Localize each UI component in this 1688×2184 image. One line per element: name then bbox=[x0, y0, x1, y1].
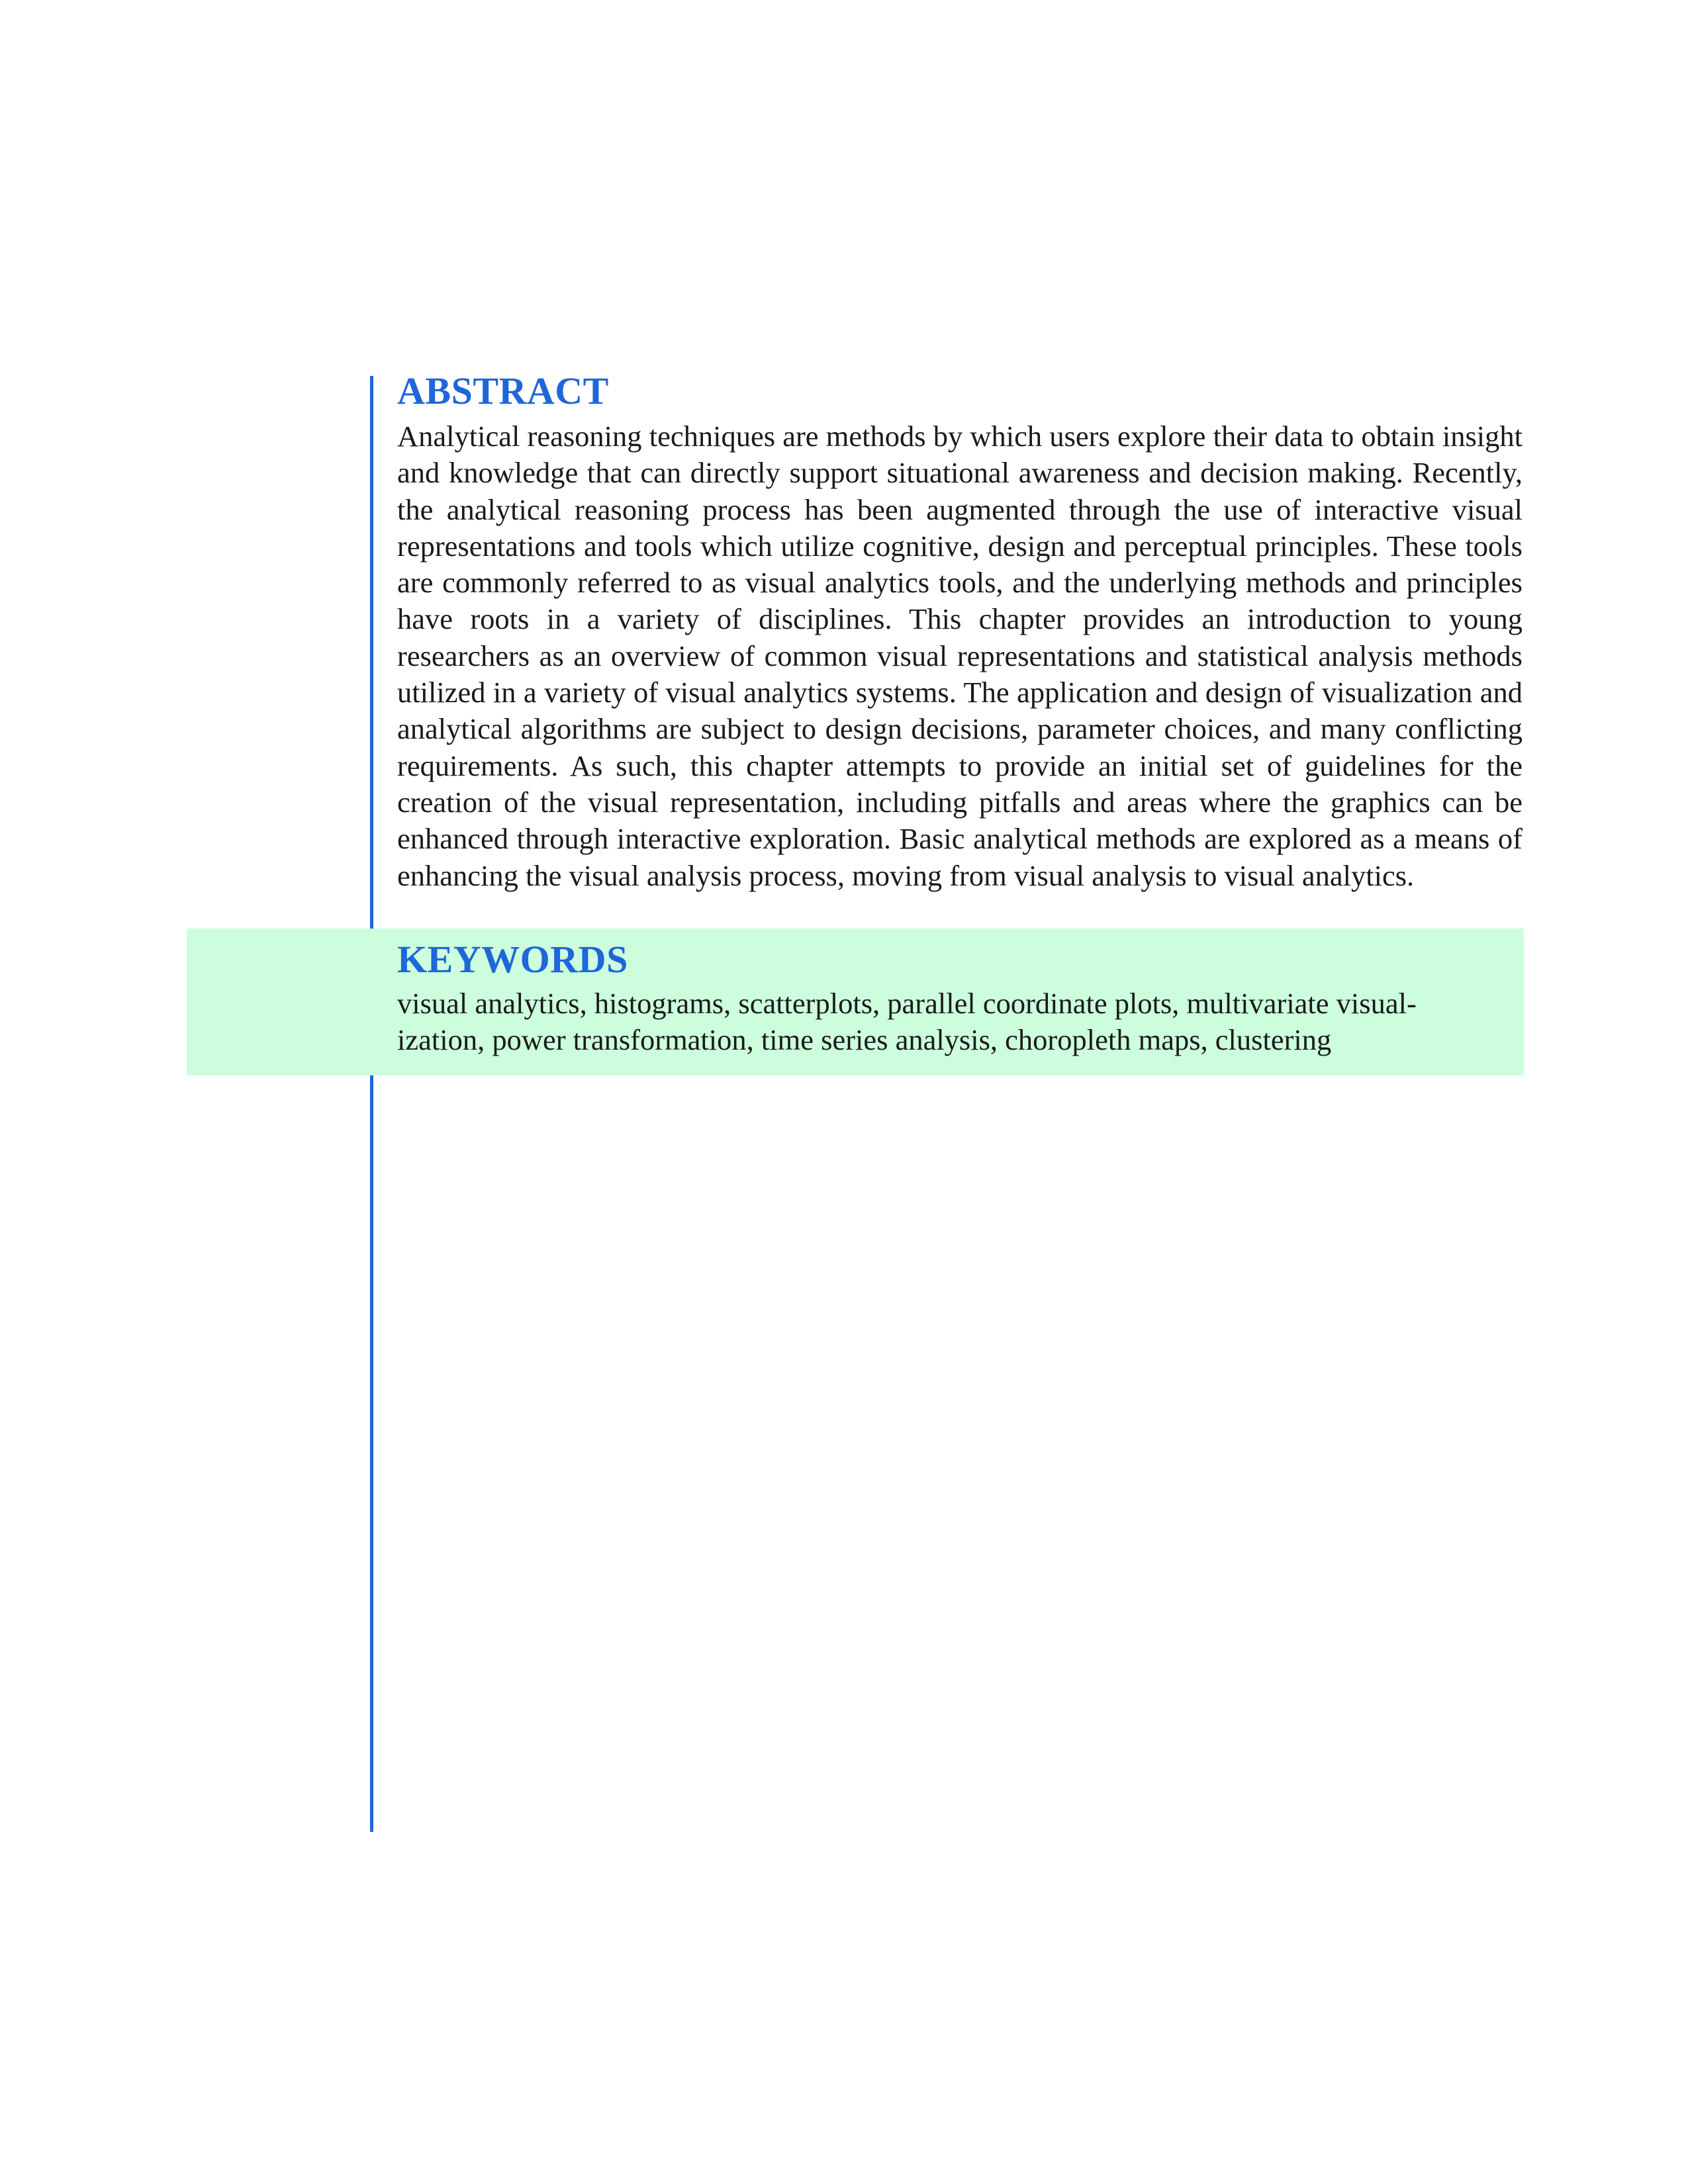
keywords-text: visual analytics, histograms, scatterplots, parallel coordinate plots, multivariate visual-ization, power transformation, time series analysis, choropleth maps, clustering bbox=[397, 987, 1417, 1057]
keywords-section bbox=[397, 936, 1523, 1059]
keywords-heading: KEYWORDS bbox=[397, 938, 628, 981]
keywords-band bbox=[187, 929, 1524, 1075]
abstract-heading: ABSTRACT bbox=[397, 369, 609, 412]
abstract-text: Analytical reasoning techniques are methods by which users explore their data to obtain insight and knowledge that can directly support situational awareness and decision making. Recently, the analytical reasoning process has been augmented through the use of interactive visual representations and tools which utilize cognitive, design and perceptual principles. These tools are commonly referred to as visual analytics tools, and the underlying methods and principles have roots in a variety of disciplines. This chapter provides an introduction to young researchers as an overview of common visual representations and statistical analysis methods utilized in a variety of visual analytics systems. The application and design of visualization and analytical algorithms are subject to design decisions, parameter choices, and many conflicting requirements. As such, this chapter attempts to provide an initial set of guidelines for the creation of the visual representation, including pitfalls and areas where the graphics can be enhanced through interactive exploration. Basic analytical methods are explored as a means of enhancing the visual analysis process, moving from visual analysis to visual analytics. bbox=[397, 420, 1523, 892]
vertical-accent-rule bbox=[370, 376, 373, 1832]
abstract-section bbox=[397, 368, 1523, 894]
